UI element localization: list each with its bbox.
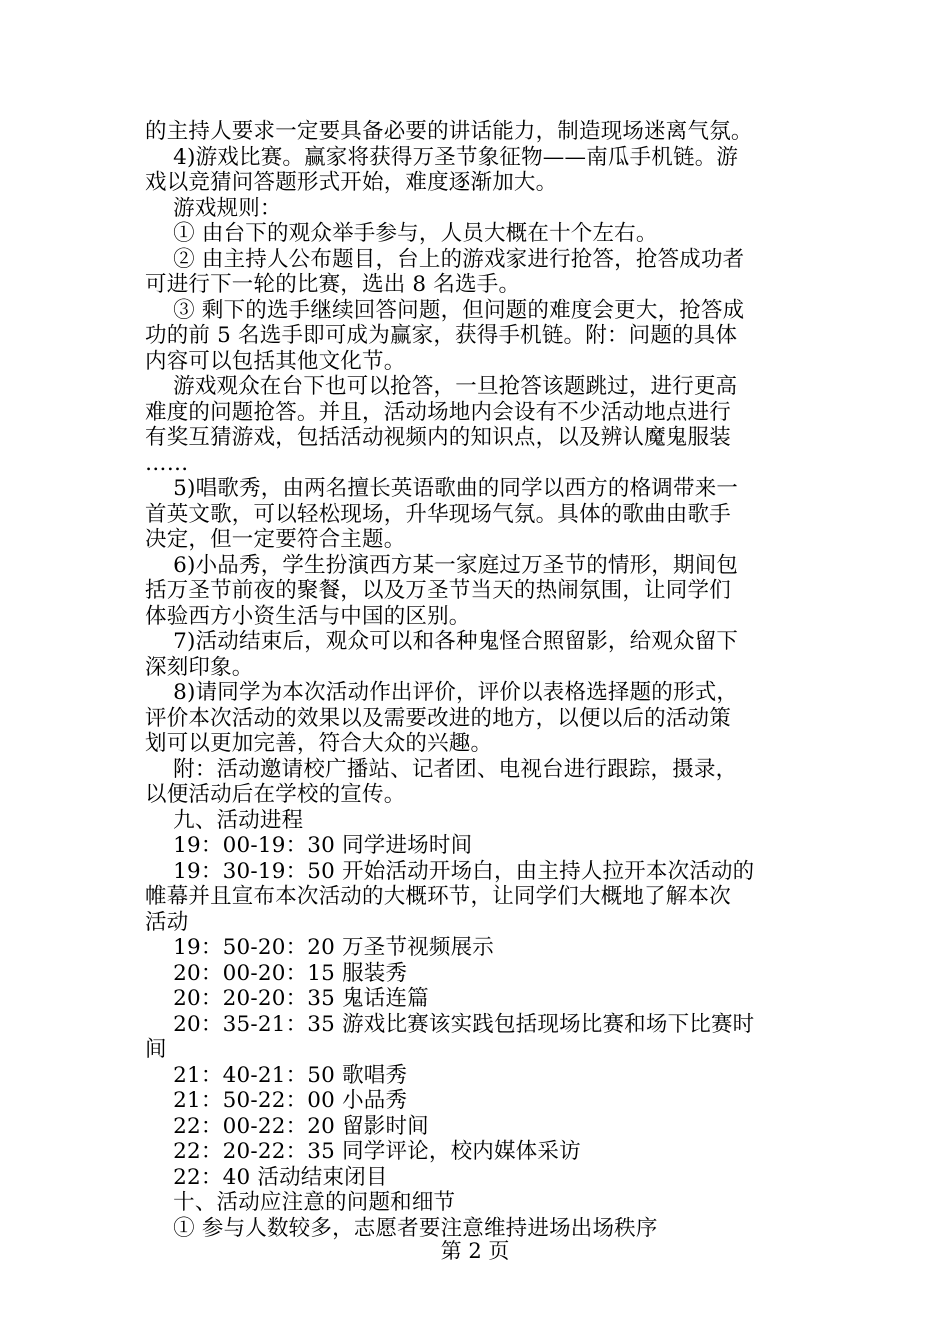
text-line: 附：活动邀请校广播站、记者团、电视台进行跟踪，摄录， — [145, 756, 738, 782]
text-line: 内容可以包括其他文化节。 — [145, 348, 406, 374]
schedule-item: 21：50-22：00 小品秀 — [145, 1088, 408, 1113]
text-line: 5)唱歌秀，由两名擅长英语歌曲的同学以西方的格调带来一 — [145, 476, 739, 501]
schedule-item: 19：50-20：20 万圣节视频展示 — [145, 935, 494, 960]
text-line: ① 参与人数较多，志愿者要注意维持进场出场秩序 — [145, 1215, 658, 1241]
text-line: 深刻印象。 — [145, 654, 254, 680]
text-line: 8)请同学为本次活动作出评价，评价以表格选择题的形式， — [145, 680, 739, 705]
text-line: 6)小品秀，学生扮演西方某一家庭过万圣节的情形，期间包 — [145, 552, 739, 578]
schedule-item: 21：40-21：50 歌唱秀 — [145, 1062, 408, 1088]
text-line: 功的前 5 名选手即可成为赢家，获得手机链。附：问题的具体 — [145, 323, 738, 348]
text-line: 4)游戏比赛。赢家将获得万圣节象征物——南瓜手机链。游 — [145, 144, 739, 170]
schedule-item: 22：20-22：35 同学评论，校内媒体采访 — [145, 1139, 581, 1164]
text-line: 体验西方小资生活与中国的区别。 — [145, 603, 471, 629]
schedule-item: 20：00-20：15 服装秀 — [145, 960, 408, 986]
schedule-item: 19：00-19：30 同学进场时间 — [145, 833, 473, 858]
text-line: 戏以竞猜问答题形式开始，难度逐渐加大。 — [145, 170, 558, 195]
schedule-item: 22：40 活动结束闭目 — [145, 1164, 388, 1190]
text-line: 活动 — [145, 909, 189, 935]
text-line: 可进行下一轮的比赛，选出 8 名选手。 — [145, 272, 521, 297]
schedule-item: 20：20-20：35 鬼话连篇 — [145, 986, 429, 1011]
text-line: 7)活动结束后，观众可以和各种鬼怪合照留影，给观众留下 — [145, 629, 739, 654]
page-number: 第 2 页 — [440, 1239, 510, 1263]
text-line: 决定，但一定要符合主题。 — [145, 527, 406, 552]
schedule-item: 19：30-19：50 开始活动开场白，由主持人拉开本次活动的 — [145, 858, 755, 884]
text-line: 划可以更加完善，符合大众的兴趣。 — [145, 731, 493, 756]
text-line: 的主持人要求一定要具备必要的讲话能力，制造现场迷离气氛。 — [145, 119, 753, 144]
text-line: 评价本次活动的效果以及需要改进的地方，以便以后的活动策 — [145, 705, 731, 731]
text-line: 间 — [145, 1037, 167, 1062]
text-line: 括万圣节前夜的聚餐，以及万圣节当天的热闹氛围，让同学们 — [145, 578, 731, 603]
section-heading: 九、活动进程 — [145, 807, 304, 833]
text-line: 有奖互猜游戏，包括活动视频内的知识点，以及辨认魔鬼服装 — [145, 425, 731, 450]
text-line: ③ 剩下的选手继续回答问题，但问题的难度会更大，抢答成 — [145, 297, 745, 323]
text-line: 游戏观众在台下也可以抢答，一旦抢答该题跳过，进行更高 — [145, 374, 738, 399]
text-line: 帷幕并且宣布本次活动的大概环节，让同学们大概地了解本次 — [145, 884, 731, 909]
schedule-item: 22：00-22：20 留影时间 — [145, 1113, 429, 1139]
text-line: ① 由台下的观众举手参与，人员大概在十个左右。 — [145, 221, 658, 246]
schedule-item: 20：35-21：35 游戏比赛该实践包括现场比赛和场下比赛时 — [145, 1011, 755, 1037]
document-body — [145, 119, 811, 1241]
section-heading: 十、活动应注意的问题和细节 — [145, 1190, 456, 1215]
text-line: ② 由主持人公布题目，台上的游戏家进行抢答，抢答成功者 — [145, 246, 745, 272]
text-line: …… — [145, 450, 189, 476]
text-line: 难度的问题抢答。并且，活动场地内会设有不少活动地点进行 — [145, 399, 731, 425]
text-line: 游戏规则： — [145, 195, 282, 221]
text-line: 以便活动后在学校的宣传。 — [145, 782, 406, 807]
text-line: 首英文歌，可以轻松现场，升华现场气氛。具体的歌曲由歌手 — [145, 501, 731, 527]
